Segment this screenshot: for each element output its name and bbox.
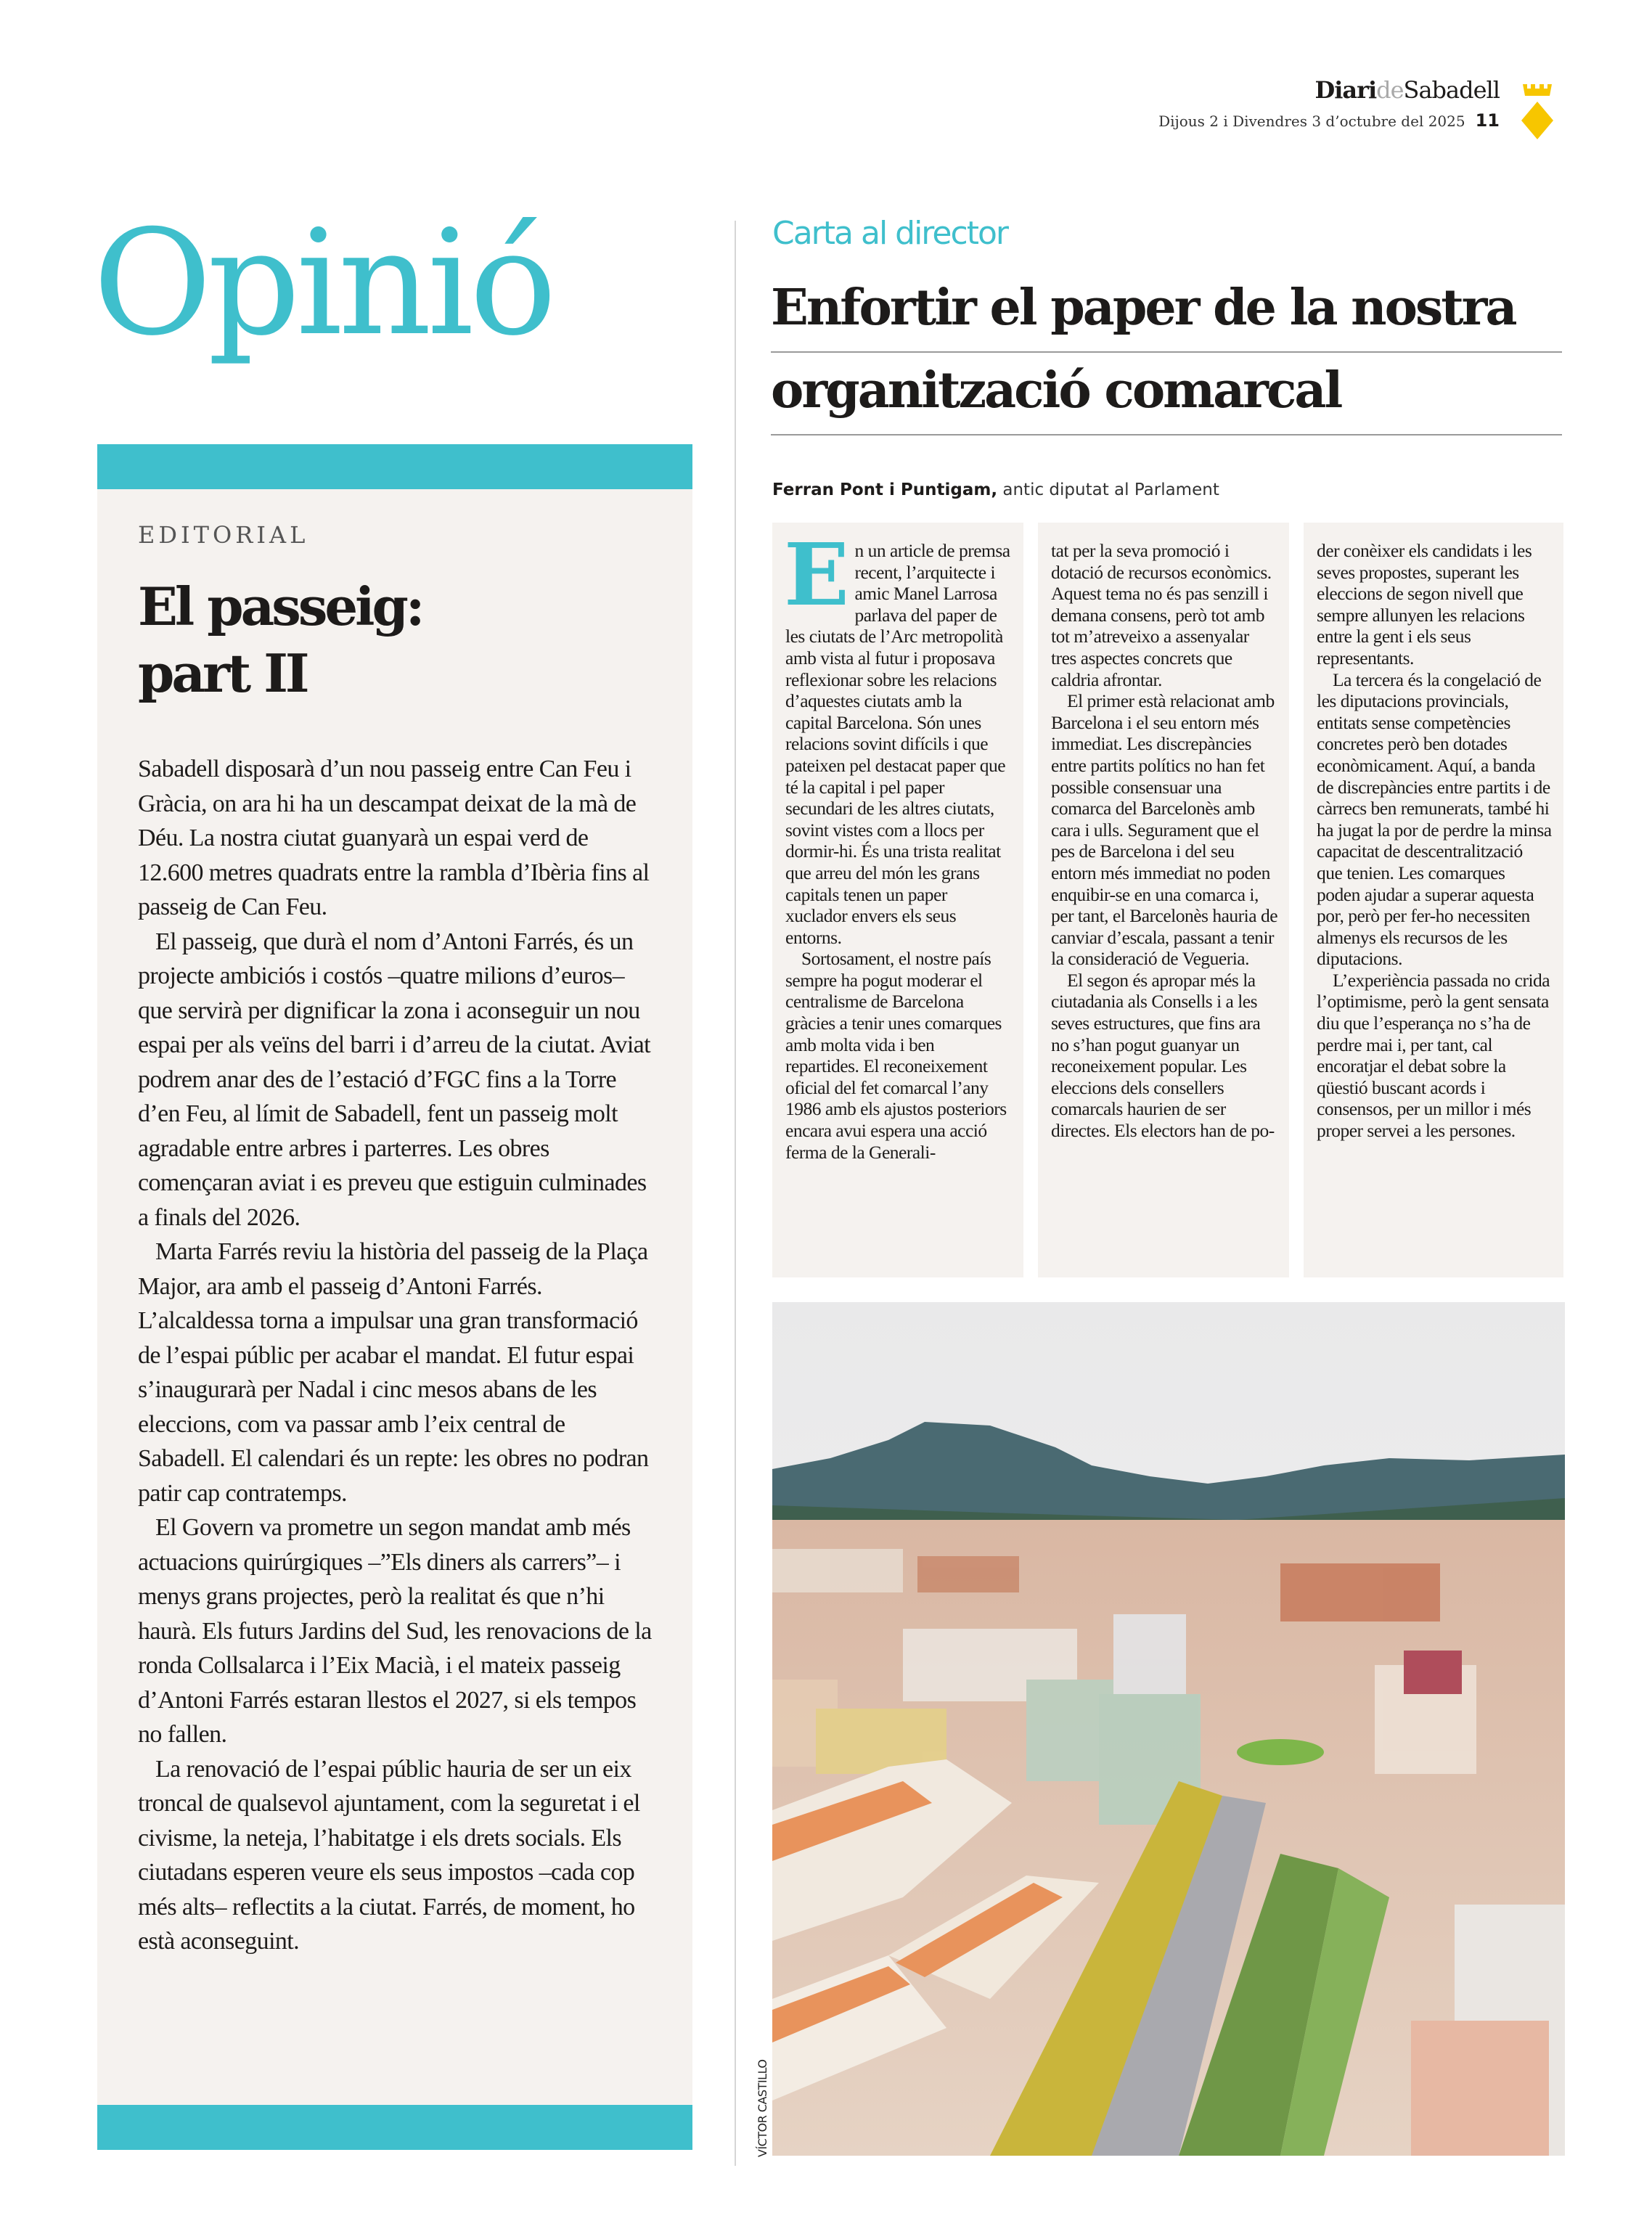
letter-paragraph: Sortosament, el nostre país sempre ha pogut moderar el centralisme de Barcelona gràcies a tenir unes comarques amb molta vida i ben repartides. El reconeixement oficial del fet comarcal l’any 1986 amb els ajustos posteriors encara avui espera una acció ferma de la Generali-	[785, 948, 1007, 1163]
letter-paragraph: der conèixer els candidats i les seves propostes, superant les eleccions de segon nivell que sempre allunyen les relacions entre la gent i els seus representants.	[1317, 540, 1532, 668]
column-divider	[735, 221, 736, 2166]
editorial-panel	[97, 489, 692, 2105]
byline	[772, 480, 1219, 499]
editorial-title	[138, 573, 661, 707]
letter-column-1	[772, 523, 1023, 1277]
accent-band-bottom	[97, 2105, 692, 2150]
editorial-paragraph: Marta Farrés reviu la història del passeig de la Plaça Major, ara amb el passeig d’Antoni Farrés. L’alcaldessa torna a impulsar una gran transformació de l’espai públic per acabar el mandat. El futur espai s’inaugurarà per Nadal i cinc mesos abans de les eleccions, com va passar amb l’eix central de Sabadell. El calendari és un repte: les obres no podran patir cap contratemps.	[138, 1238, 649, 1507]
letter-kicker: Carta al director	[772, 215, 1007, 252]
editorial-body	[138, 752, 653, 1959]
letter-paragraph: La tercera és la congelació de les diputacions provincials, entitats sense competències concretes però ben dotades econòmicament. Aquí, a banda de discrepàncies entre partits i de càrrecs ben remunerats, també hi ha jugat la por de perdre la minsa capacitat de descentralització que tenien. Les comarques poden ajudar a superar aquesta por, però per fer-ho necessiten almenys els recursos de les diputacions.	[1317, 668, 1552, 970]
photo-credit	[753, 2041, 772, 2157]
editorial-paragraph: La renovació de l’espai públic hauria de ser un eix troncal de qualsevol ajuntament, com la seguretat i el civisme, la neteja, l’habitatge i els drets socials. Els ciutadans esperen veure els seus impostos –cada cop més alts– reflectits a la ciutat. Farrés, de moment, ho està aconseguint.	[138, 1755, 640, 1955]
page-number: 11	[1475, 110, 1500, 131]
editorial-kicker: EDITORIAL	[138, 521, 309, 549]
letter-paragraph: tat per la seva promoció i dotació de recursos econòmics. Aquest tema no és pas senzill i demana consens, però tot amb tot m’atreveixo a assenyalar tres aspectes concrets que caldria afrontar.	[1051, 540, 1272, 690]
logo-part-sabadell: Sabadell	[1403, 76, 1500, 104]
editorial-paragraph: El Govern va prometre un segon mandat amb més actuacions quirúrgiques –”Els diners als carrers”– i menys grans projectes, però la realitat és que n’hi haurà. Els futurs Jardins del Sud, les renovacions de la ronda Collsalarca i l’Eix Macià, i el mateix passeig d’Antoni Farrés estaran llestos el 2027, si els tempos no fallen.	[138, 1514, 652, 1748]
headline-line2: organització comarcal	[771, 353, 1562, 435]
letter-paragraph: L’experiència passada no crida l’optimisme, però la gent sensata diu que l’esperança no s’ha de perdre mai i, per tant, cal encoratjar el debat sobre la qüestió buscant acords i consensos, per un millor i més proper servei a les persones.	[1317, 969, 1550, 1142]
roundabout	[1237, 1739, 1324, 1765]
editorial-title-line2: part II	[138, 642, 307, 704]
issue-date: Dijous 2 i Divendres 3 d’octubre del 2025	[1158, 113, 1465, 130]
newspaper-logo[interactable]	[1158, 75, 1500, 105]
logo-part-de: de	[1376, 76, 1404, 104]
headline-line1: Enfortir el paper de la nostra	[771, 270, 1562, 353]
letter-headline	[771, 270, 1562, 435]
letter-column-3	[1304, 523, 1563, 1277]
letter-body	[772, 523, 1563, 1277]
sabadell-crest-icon	[1520, 81, 1555, 142]
editorial-paragraph: El passeig, que durà el nom d’Antoni Farrés, és un projecte ambiciós i costós –quatre milions d’euros– que servirà per dignificar la zona i aconseguir un nou espai per als veïns del barri i d’arreu de la ciutat. Aviat podrem anar des de l’estació d’FGC fins a la Torre d’en Feu, al límit de Sabadell, fent un passeig molt agradable entre arbres i parterres. Les obres començaran aviat i es preveu que estiguin culminades a finals del 2026.	[138, 928, 651, 1231]
letter-paragraph: El segon és apropar més la ciutadania als Consells i a les seves estructures, que fins ara no s’han pogut guanyar un reconeixement popular. Les eleccions dels consellers comarcals haurien de ser directes. Els electors han de po-	[1051, 969, 1275, 1142]
dateline	[1158, 110, 1500, 131]
author-name: Ferran Pont i Puntigam,	[772, 480, 998, 499]
logo-part-diari: Diari	[1314, 76, 1377, 104]
letter-paragraph: El primer està relacionat amb Barcelona i el seu entorn més immediat. Les discrepàncies entre partits polítics no han fet possible consensuar una comarca del Barcelonès amb cara i ulls. Segurament que el pes de Barcelona i del seu entorn més immediat no poden enquibir-se en una comarca i, per tant, el Barcelonès hauria de canviar d’escala, passant a tenir la consideració de Vegueria.	[1051, 690, 1278, 970]
drop-cap: E	[784, 524, 849, 625]
photo-illustration	[772, 1302, 1565, 2156]
masthead	[1158, 75, 1500, 131]
aerial-city-photo[interactable]	[772, 1302, 1565, 2156]
editorial-paragraph: Sabadell disposarà d’un nou passeig entre Can Feu i Gràcia, on ara hi ha un descampat deixat de la mà de Déu. La nostra ciutat guanyarà un espai verd de 12.600 metres quadrats entre la rambla d’Ibèria fins al passeig de Can Feu.	[138, 756, 650, 920]
author-role: antic diputat al Parlament	[1002, 480, 1219, 499]
building-right	[1411, 2021, 1549, 2156]
letter-column-2	[1038, 523, 1289, 1277]
editorial-title-line1: El passeig:	[138, 576, 422, 637]
accent-band-top	[97, 444, 692, 489]
section-title: Opinió	[93, 199, 553, 368]
letter-paragraph: n un article de premsa recent, l’arquitecte i amic Manel Larrosa parlava del paper de les ciutats de l’Arc metropolità amb vista al futur i proposava reflexionar sobre les relacions d’aquestes ciutats amb la capital Barcelona. Són unes relacions sovint difícils i que pateixen pel destacat paper que té la capital i pel paper secundari de les altres ciutats, sovint vistes com a llocs per dormir-hi. És una trista realitat que arreu del món les grans capitals tenen un paper xuclador envers els seus entorns.	[785, 540, 1010, 948]
photo-credit-text: VÍCTOR CASTILLO	[756, 2059, 769, 2157]
